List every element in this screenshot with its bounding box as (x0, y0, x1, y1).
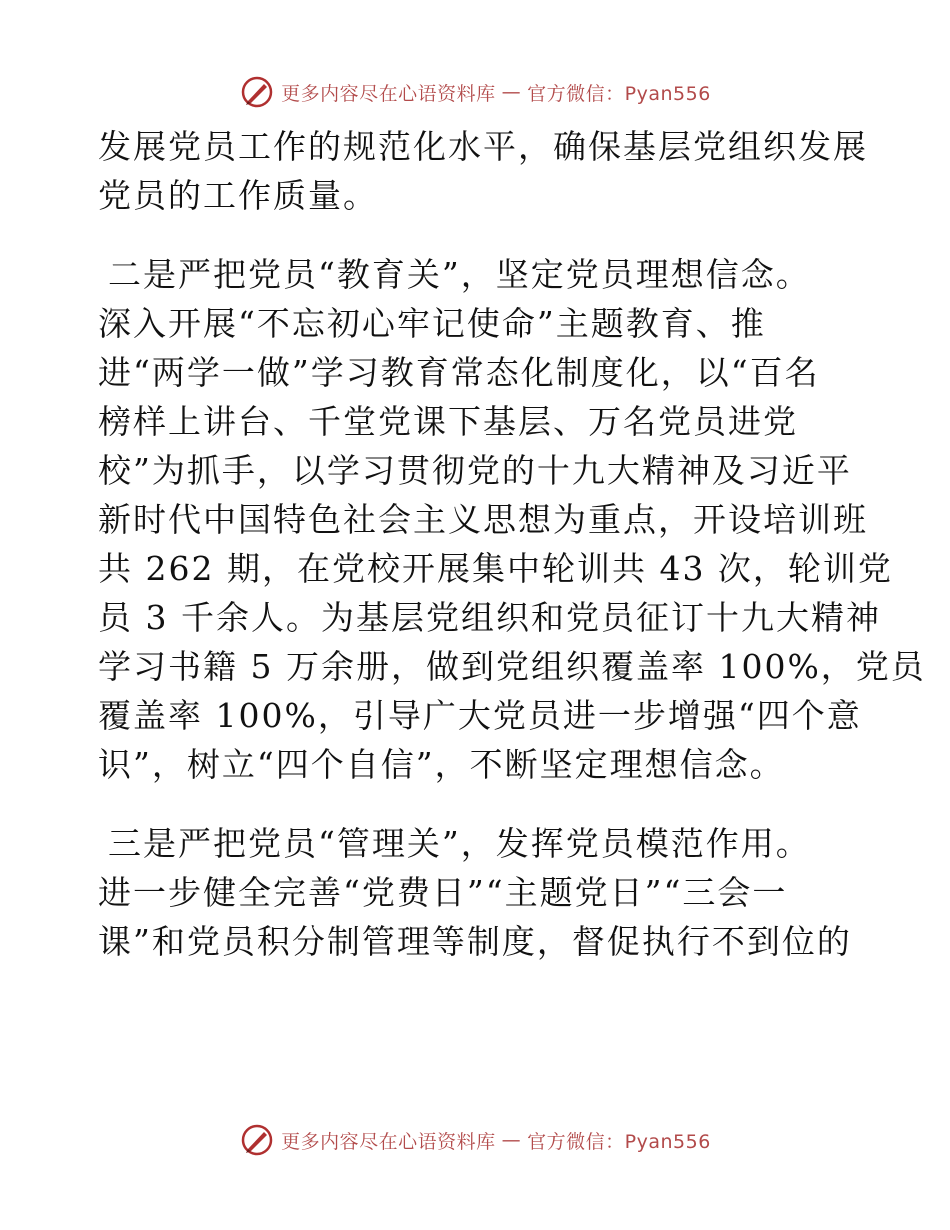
text-line: 榜样上讲台、千堂党课下基层、万名党员进党 (98, 402, 798, 441)
header-banner (0, 72, 950, 112)
header-wechat-text: 官方微信：Pyan556 (527, 82, 711, 105)
document-body (98, 122, 926, 966)
paragraph-2 (98, 250, 926, 789)
text-line: 新时代中国特色社会主义思想为重点，开设培训班 (98, 500, 868, 539)
text-line: 二是严把党员“教育关”，坚定党员理想信念。 (108, 255, 811, 294)
pen-logo-icon (239, 1122, 275, 1158)
header-dash: — (501, 81, 522, 103)
pen-logo-icon (239, 74, 275, 110)
paragraph-gap (98, 220, 858, 250)
footer-site-text: 更多内容尽在心语资料库 (281, 1130, 496, 1153)
text-line: 三是严把党员“管理关”，发挥党员模范作用。 (108, 824, 811, 863)
text-line: 员 3 千余人。为基层党组织和党员征订十九大精神 (98, 598, 881, 637)
paragraph-1 (98, 122, 868, 220)
text-line: 识”，树立“四个自信”，不断坚定理想信念。 (98, 745, 785, 784)
paragraph-gap (98, 789, 858, 819)
text-line: 覆盖率 100%，引导广大党员进一步增强“四个意 (98, 696, 862, 735)
text-line: 课”和党员积分制管理等制度，督促执行不到位的 (98, 922, 852, 961)
text-line: 深入开展“不忘初心牢记使命”主题教育、推 (98, 304, 766, 343)
header-site-text: 更多内容尽在心语资料库 (281, 82, 496, 105)
paragraph-3 (98, 819, 858, 966)
text-line: 进“两学一做”学习教育常态化制度化，以“百名 (98, 353, 820, 392)
text-line: 校”为抓手，以学习贯彻党的十九大精神及习近平 (98, 451, 852, 490)
text-line: 发展党员工作的规范化水平，确保基层党组织发展 (98, 127, 868, 166)
text-line: 进一步健全完善“党费日”“主题党日”“三会一 (98, 873, 788, 912)
text-line: 学习书籍 5 万余册，做到党组织覆盖率 100%，党员 (98, 647, 926, 686)
footer-wechat-text: 官方微信：Pyan556 (527, 1130, 711, 1153)
footer-dash: — (501, 1129, 522, 1151)
text-line: 党员的工作质量。 (98, 176, 378, 215)
text-line: 共 262 期，在党校开展集中轮训共 43 次，轮训党 (98, 549, 893, 588)
footer-banner (0, 1120, 950, 1160)
